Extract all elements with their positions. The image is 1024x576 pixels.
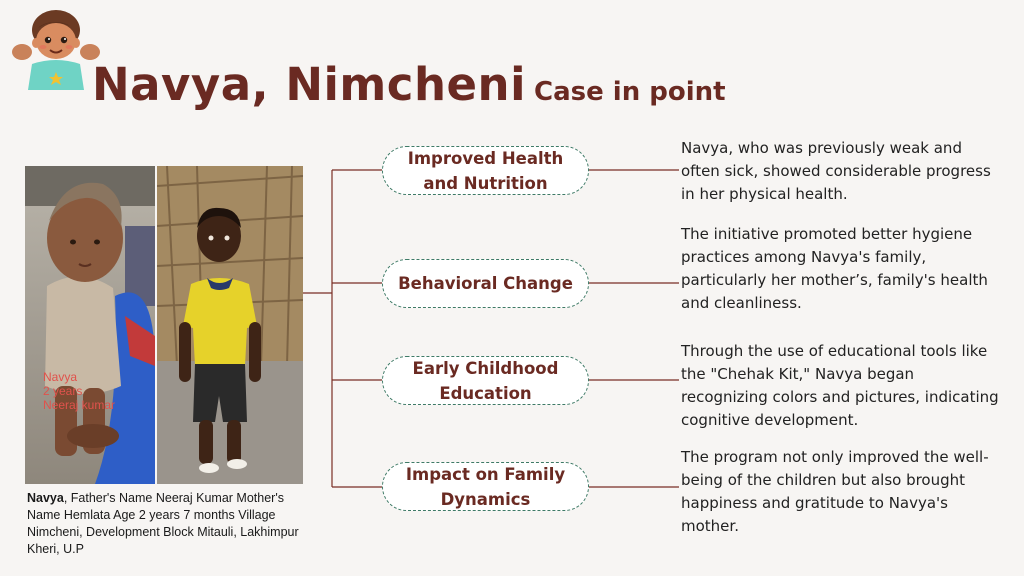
outcome-description-behavioral-change: The initiative promoted better hygiene practices among Navya's family, particularly her mother’s, family's health and cleanliness. xyxy=(681,225,988,312)
page-title-main: Navya, Nimcheni xyxy=(92,58,526,111)
outcome-pill-family-dynamics: Impact on Family Dynamics xyxy=(382,462,589,511)
outcome-description-early-childhood-education: Through the use of educational tools like the "Chehak Kit," Navya began recognizing colors and pictures, indicating cognitive development. xyxy=(681,342,999,429)
outcome-pill-health-nutrition: Improved Health and Nutrition xyxy=(382,146,589,195)
page-title-subtitle: Case in point xyxy=(534,77,726,107)
outcome-description-health-nutrition: Navya, who was previously weak and often sick, showed considerable progress in her physical health. xyxy=(681,139,991,203)
photo-watermark-line: 2 years xyxy=(43,384,83,398)
caption-name: Navya xyxy=(27,491,64,505)
outcome-pill-behavioral-change: Behavioral Change xyxy=(382,259,589,308)
photo-watermark-line: Neeraj kumar xyxy=(43,398,116,412)
caption-details: , Father's Name Neeraj Kumar Mother's Name Hemlata Age 2 years 7 months Village Nimcheni, Development Block Mitauli, Lakhimpur Kheri, U.P xyxy=(27,491,299,556)
outcome-description-family-dynamics: The program not only improved the well-being of the children but also brought happiness and gratitude to Navya's mother. xyxy=(681,448,989,535)
photo-watermark-line: Navya xyxy=(43,370,78,384)
outcome-pill-early-childhood-education: Early Childhood Education xyxy=(382,356,589,405)
